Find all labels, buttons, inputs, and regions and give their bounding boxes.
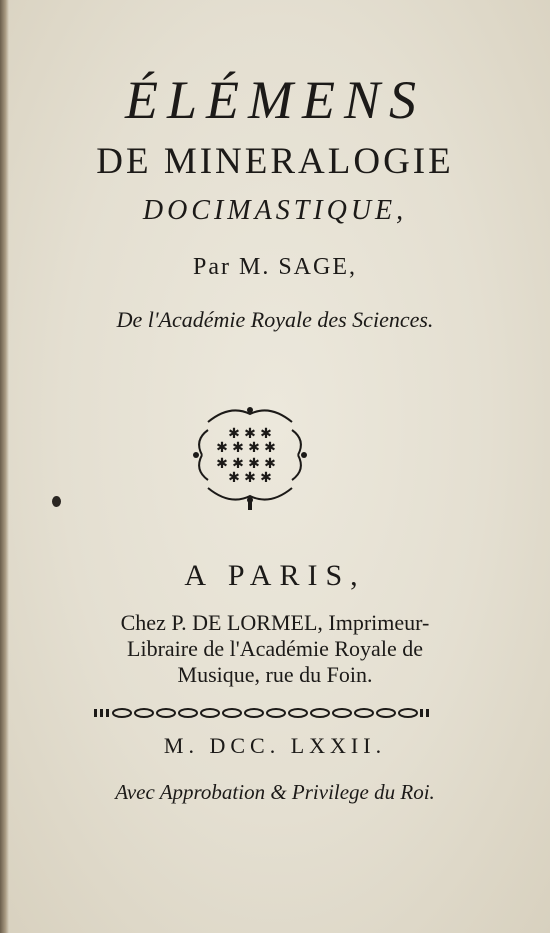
svg-text:✱: ✱ [232, 456, 244, 472]
book-subtitle-line2: DOCIMASTIQUE, [142, 195, 408, 226]
imprint-block [55, 610, 495, 688]
royal-privilege-line: Avec Approbation & Privilege du Roi. [115, 780, 435, 804]
svg-text:✱: ✱ [260, 470, 272, 486]
svg-text:✱: ✱ [264, 456, 276, 472]
svg-text:✱: ✱ [216, 456, 228, 472]
printer-ornament-icon [190, 400, 310, 510]
publication-date: M. DCC. LXXII. [163, 733, 387, 758]
svg-text:✱: ✱ [244, 426, 256, 442]
typographic-rule-icon [92, 706, 432, 720]
imprint-line3: Musique, rue du Foin. [177, 662, 373, 687]
author-affiliation: De l'Académie Royale des Sciences. [116, 307, 434, 332]
author-line: Par M. SAGE, [192, 254, 357, 280]
book-subtitle-line1: DE MINERALOGIE [96, 141, 454, 182]
imprint-line2: Libraire de l'Académie Royale de [127, 636, 423, 661]
book-title: ÉLÉMENS [125, 70, 425, 130]
svg-text:✱: ✱ [248, 440, 260, 456]
svg-text:✱: ✱ [228, 426, 240, 442]
svg-text:✱: ✱ [216, 440, 228, 456]
svg-text:✱: ✱ [260, 426, 272, 442]
svg-text:✱: ✱ [264, 440, 276, 456]
ink-speck [52, 496, 61, 507]
svg-text:✱: ✱ [232, 440, 244, 456]
svg-text:✱: ✱ [244, 470, 256, 486]
imprint-line1: Chez P. DE LORMEL, Imprimeur- [120, 610, 430, 635]
svg-text:✱: ✱ [248, 456, 260, 472]
svg-text:✱: ✱ [228, 470, 240, 486]
imprint-city: A PARIS, [184, 559, 366, 592]
